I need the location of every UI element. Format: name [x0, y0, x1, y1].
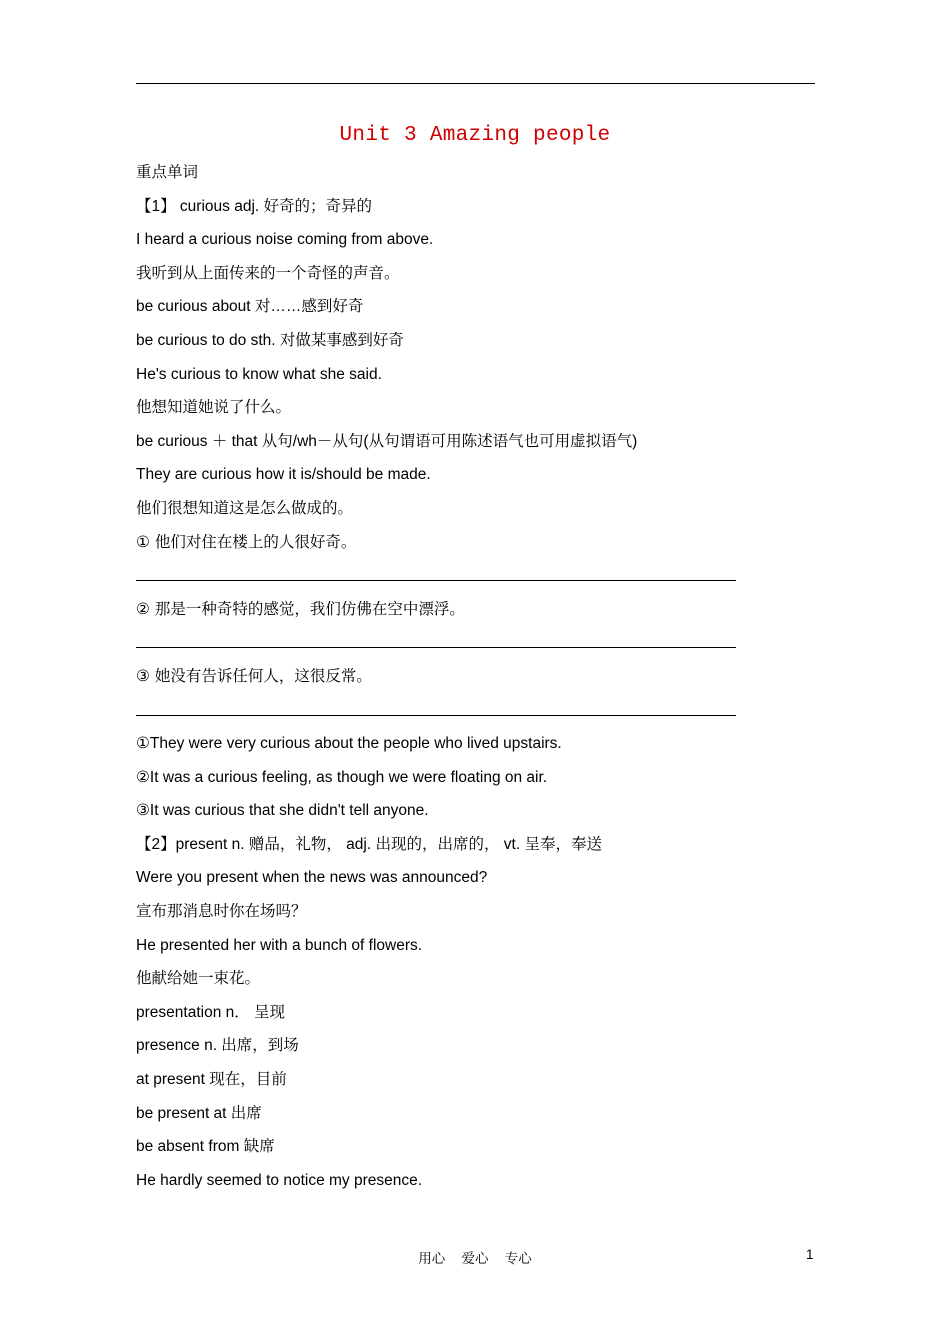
text-line: at present 现在，目前: [136, 1071, 287, 1089]
answer-blank-line: [136, 563, 816, 597]
text-line: He presented her with a bunch of flowers.: [136, 936, 423, 954]
text-line: 【2】present n. 赠品，礼物， adj. 出现的，出席的， vt. 呈奉，奉送: [136, 835, 602, 853]
text-line: He hardly seemed to notice my presence.: [136, 1171, 423, 1189]
answer-underline: [136, 647, 736, 648]
answer-underline: [136, 580, 736, 581]
text-line: ② 那是一种奇特的感觉，我们仿佛在空中漂浮。: [136, 599, 465, 618]
text-line: 重点单词: [136, 163, 199, 181]
text-line: He's curious to know what she said.: [136, 365, 382, 383]
text-line: presentation n． 呈现: [136, 1003, 286, 1021]
page-title: Unit 3 Amazing people: [339, 124, 611, 147]
text-line: be curious ＋ that 从句/wh－从句(从句谓语可用陈述语气也可用虚拟语气): [136, 432, 638, 450]
text-line: 【1】 curious adj. 好奇的；奇异的: [136, 197, 372, 215]
text-line: 宣布那消息时你在场吗？: [136, 902, 307, 921]
text-line: be curious about 对……感到好奇: [136, 298, 364, 316]
answer-blank-line: [136, 630, 816, 664]
text-line: ②It was a curious feeling, as though we were floating on air.: [136, 768, 548, 786]
text-line: They are curious how it is/should be made.: [136, 466, 431, 484]
text-line: be absent from 缺席: [136, 1138, 275, 1156]
text-line: ③ 她没有告诉任何人，这很反常。: [136, 666, 372, 685]
header-rule: [136, 83, 815, 84]
text-line: presence n. 出席，到场: [136, 1037, 299, 1055]
text-line: 他们很想知道这是怎么做成的。: [136, 498, 354, 517]
page-number: 1: [806, 1247, 814, 1262]
text-line: be present at 出席: [136, 1104, 262, 1122]
text-line: ①They were very curious about the people who lived upstairs.: [136, 735, 562, 753]
document-body: [136, 160, 816, 1201]
text-line: Were you present when the news was announced?: [136, 869, 488, 887]
text-line: 他想知道她说了什么。: [136, 398, 292, 417]
text-line: be curious to do sth. 对做某事感到好奇: [136, 331, 404, 349]
text-line: ③It was curious that she didn't tell anyone.: [136, 802, 429, 820]
answer-blank-line: [136, 698, 816, 732]
text-line: I heard a curious noise coming from above.: [136, 231, 434, 249]
text-line: 他献给她一束花。: [136, 969, 261, 988]
text-line: 我听到从上面传来的一个奇怪的声音。: [136, 263, 400, 282]
text-line: ① 他们对住在楼上的人很好奇。: [136, 532, 357, 551]
page-footer: 用心 爱心 专心: [418, 1251, 532, 1267]
answer-underline: [136, 715, 736, 716]
